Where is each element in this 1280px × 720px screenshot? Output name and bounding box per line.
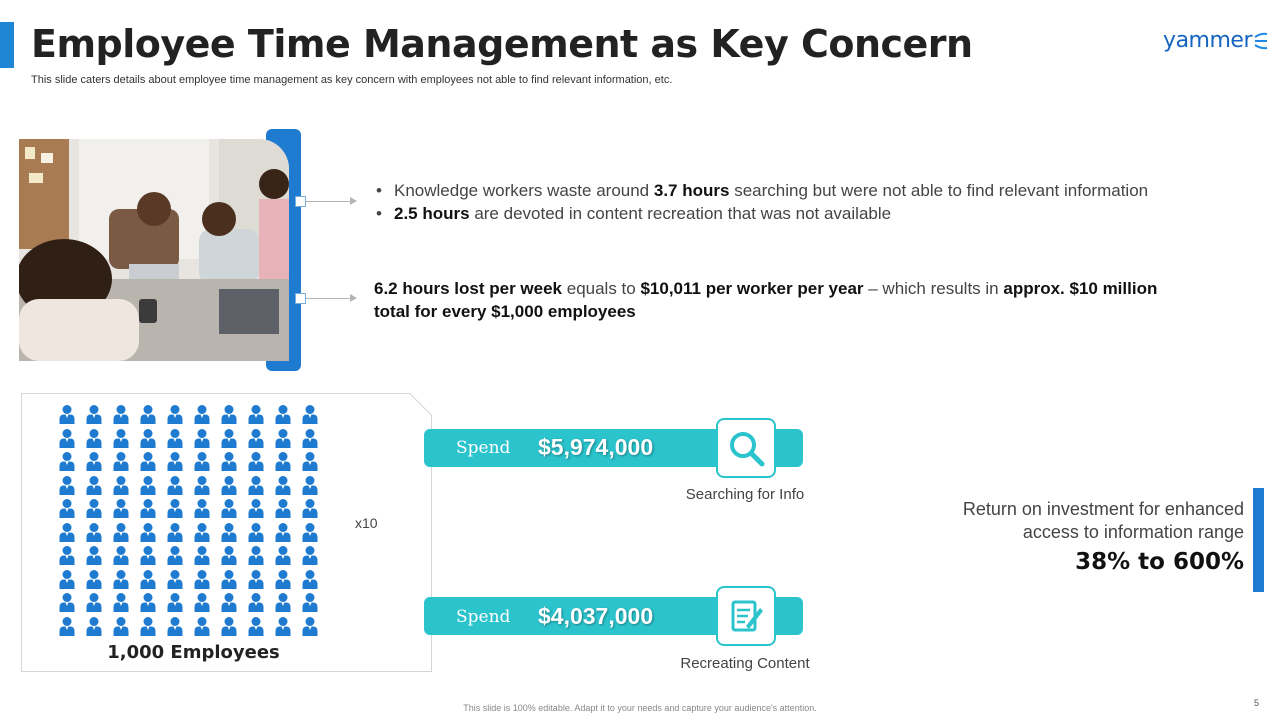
- person-icon: [194, 475, 210, 495]
- person-icon: [248, 592, 264, 612]
- person-icon: [140, 498, 156, 518]
- person-icon: [86, 616, 102, 636]
- person-icon: [275, 428, 291, 448]
- employee-icon-grid: [59, 404, 334, 639]
- person-icon: [59, 522, 75, 542]
- person-icon: [167, 569, 183, 589]
- connector-dot-1: [295, 196, 306, 207]
- document-edit-icon: [726, 596, 766, 636]
- person-icon: [275, 545, 291, 565]
- person-icon: [113, 616, 129, 636]
- person-icon: [86, 569, 102, 589]
- spend-label: Spend: [456, 607, 511, 627]
- person-icon: [59, 428, 75, 448]
- person-icon: [86, 522, 102, 542]
- person-icon: [167, 545, 183, 565]
- page-title: Employee Time Management as Key Concern: [31, 22, 973, 66]
- magnifier-icon: [726, 428, 766, 468]
- caption-recreate: Recreating Content: [680, 655, 810, 672]
- person-icon: [59, 451, 75, 471]
- person-icon: [248, 569, 264, 589]
- page-subtitle: This slide caters details about employee time management as key concern with employees not able to find relevant information, etc.: [31, 74, 673, 86]
- person-icon: [167, 404, 183, 424]
- person-icon: [275, 451, 291, 471]
- connector-line-1: [306, 201, 352, 202]
- person-icon: [140, 451, 156, 471]
- person-icon: [140, 522, 156, 542]
- person-icon: [302, 592, 318, 612]
- person-icon: [221, 522, 237, 542]
- person-icon: [248, 545, 264, 565]
- person-icon: [59, 475, 75, 495]
- person-icon: [86, 592, 102, 612]
- person-icon: [248, 522, 264, 542]
- person-icon: [59, 498, 75, 518]
- person-icon: [275, 475, 291, 495]
- person-icon: [59, 616, 75, 636]
- person-icon: [302, 498, 318, 518]
- connector-arrow-1: [350, 197, 357, 205]
- person-icon: [221, 404, 237, 424]
- person-icon: [275, 522, 291, 542]
- spend-value-recreate: $4,037,000: [538, 603, 654, 629]
- person-icon: [248, 428, 264, 448]
- person-icon: [302, 545, 318, 565]
- list-item: • Knowledge workers waste around 3.7 hours searching but were not able to find relevant information: [374, 179, 1148, 202]
- person-icon: [221, 498, 237, 518]
- person-icon: [194, 545, 210, 565]
- person-icon: [275, 404, 291, 424]
- roi-accent-bar: [1253, 488, 1264, 592]
- person-icon: [113, 404, 129, 424]
- person-icon: [275, 616, 291, 636]
- person-icon: [140, 545, 156, 565]
- person-icon: [86, 404, 102, 424]
- person-icon: [194, 569, 210, 589]
- person-icon: [275, 498, 291, 518]
- person-icon: [140, 616, 156, 636]
- person-icon: [113, 545, 129, 565]
- caption-search: Searching for Info: [685, 486, 805, 503]
- person-icon: [113, 498, 129, 518]
- person-icon: [167, 451, 183, 471]
- person-icon: [221, 475, 237, 495]
- person-icon: [59, 569, 75, 589]
- person-icon: [59, 592, 75, 612]
- footer-note: This slide is 100% editable. Adapt it to your needs and capture your audience's attention.: [463, 703, 817, 713]
- list-item: • 2.5 hours are devoted in content recreation that was not available: [374, 202, 1148, 225]
- connector-arrow-2: [350, 294, 357, 302]
- yammer-wave-icon: [1254, 32, 1268, 50]
- person-icon: [194, 428, 210, 448]
- roi-description: Return on investment for enhanced access to information range: [962, 499, 1244, 542]
- person-icon: [302, 451, 318, 471]
- person-icon: [86, 451, 102, 471]
- person-icon: [194, 451, 210, 471]
- person-icon: [194, 522, 210, 542]
- weekly-loss-statement: 6.2 hours lost per week equals to $10,011 per worker per year – which results in approx. $10 million total for every $1,000 employees: [374, 279, 1158, 321]
- person-icon: [113, 592, 129, 612]
- person-icon: [302, 616, 318, 636]
- person-icon: [167, 428, 183, 448]
- person-icon: [113, 475, 129, 495]
- person-icon: [140, 428, 156, 448]
- roi-value: 38% to 600%: [1075, 549, 1244, 575]
- person-icon: [167, 498, 183, 518]
- person-icon: [59, 404, 75, 424]
- person-icon: [248, 451, 264, 471]
- person-icon: [167, 475, 183, 495]
- person-icon: [140, 404, 156, 424]
- person-icon: [140, 592, 156, 612]
- person-icon: [113, 451, 129, 471]
- document-icon-box: [716, 586, 776, 646]
- multiplier-label: x10: [355, 515, 378, 531]
- page-number: 5: [1253, 698, 1259, 708]
- person-icon: [302, 475, 318, 495]
- person-icon: [275, 592, 291, 612]
- person-icon: [248, 475, 264, 495]
- person-icon: [194, 592, 210, 612]
- person-icon: [221, 451, 237, 471]
- person-icon: [221, 592, 237, 612]
- person-icon: [167, 522, 183, 542]
- logo-text: yammer: [1163, 28, 1252, 53]
- person-icon: [86, 428, 102, 448]
- person-icon: [248, 498, 264, 518]
- person-icon: [302, 404, 318, 424]
- person-icon: [302, 522, 318, 542]
- person-icon: [221, 428, 237, 448]
- person-icon: [194, 404, 210, 424]
- title-accent-bar: [0, 22, 14, 68]
- person-icon: [167, 592, 183, 612]
- search-icon-box: [716, 418, 776, 478]
- person-icon: [86, 498, 102, 518]
- person-icon: [167, 616, 183, 636]
- person-icon: [86, 545, 102, 565]
- person-icon: [59, 545, 75, 565]
- spend-value-search: $5,974,000: [538, 434, 654, 460]
- person-icon: [113, 428, 129, 448]
- person-icon: [275, 569, 291, 589]
- person-icon: [140, 569, 156, 589]
- person-icon: [194, 498, 210, 518]
- employees-label: 1,000 Employees: [107, 642, 280, 663]
- person-icon: [221, 545, 237, 565]
- office-team-photo: [19, 139, 289, 361]
- connector-dot-2: [295, 293, 306, 304]
- person-icon: [302, 569, 318, 589]
- person-icon: [248, 404, 264, 424]
- person-icon: [113, 522, 129, 542]
- person-icon: [113, 569, 129, 589]
- key-findings-list: [374, 179, 1148, 225]
- person-icon: [140, 475, 156, 495]
- person-icon: [221, 616, 237, 636]
- yammer-logo: [1163, 28, 1268, 53]
- person-icon: [86, 475, 102, 495]
- person-icon: [194, 616, 210, 636]
- connector-line-2: [306, 298, 352, 299]
- person-icon: [302, 428, 318, 448]
- person-icon: [248, 616, 264, 636]
- person-icon: [221, 569, 237, 589]
- spend-label: Spend: [456, 438, 511, 458]
